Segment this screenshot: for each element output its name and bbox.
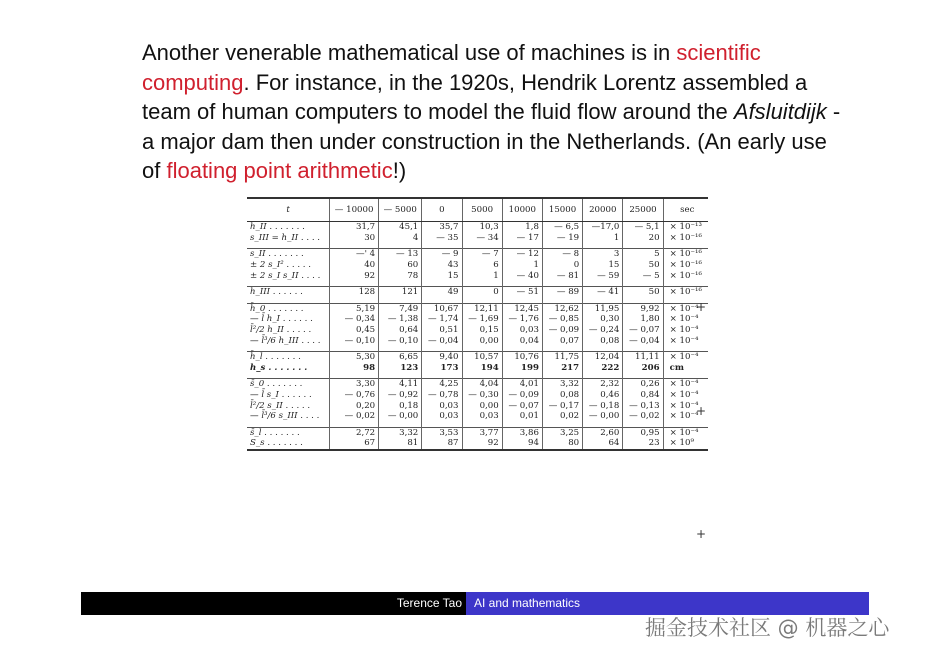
table-row bbox=[247, 260, 708, 271]
table-cell: 4,04 bbox=[462, 379, 502, 390]
table-cell: × 10⁻¹⁶ bbox=[663, 286, 708, 297]
table-cell: 0,02 bbox=[542, 411, 582, 422]
table-row bbox=[247, 270, 708, 281]
table-cell: 0,46 bbox=[583, 390, 623, 401]
row-label: h̄_l . . . . . . . bbox=[247, 351, 330, 362]
table-cell: — 1,38 bbox=[379, 314, 422, 325]
table-cell: 1,80 bbox=[623, 314, 663, 325]
table-cell: × 10⁹ bbox=[663, 438, 708, 450]
row-label: s̄_0 . . . . . . . bbox=[247, 379, 330, 390]
table-header-row bbox=[247, 198, 708, 222]
table-cell: 0,84 bbox=[623, 390, 663, 401]
header-cell: 5000 bbox=[462, 198, 502, 222]
table-cell: — 0,13 bbox=[623, 400, 663, 411]
table-row bbox=[247, 411, 708, 422]
table-cell: — 13 bbox=[379, 249, 422, 260]
table-cell: 0,51 bbox=[422, 325, 462, 336]
header-cell: sec bbox=[663, 198, 708, 222]
header-cell: 10000 bbox=[502, 198, 542, 222]
table-cell: 123 bbox=[379, 363, 422, 374]
highlighted-term: scientific computing bbox=[142, 40, 761, 95]
table-cell: — 1,76 bbox=[502, 314, 542, 325]
historical-table-scan bbox=[247, 197, 708, 573]
table-cell: 12,45 bbox=[502, 303, 542, 314]
table-cell: — 0,85 bbox=[542, 314, 582, 325]
table-cell: 49 bbox=[422, 286, 462, 297]
table-cell: 0,03 bbox=[462, 411, 502, 422]
table-row bbox=[247, 363, 708, 374]
row-label: l̄²/2 s_II . . . . . bbox=[247, 400, 330, 411]
table-cell: 4 bbox=[379, 233, 422, 244]
table-cell: — 0,00 bbox=[583, 411, 623, 422]
table-cell: 4,01 bbox=[502, 379, 542, 390]
table-cell: 0,45 bbox=[330, 325, 379, 336]
table-cell: 128 bbox=[330, 286, 379, 297]
table-cell: 9,40 bbox=[422, 351, 462, 362]
table-cell: 3 bbox=[583, 249, 623, 260]
footer-author: Terence Tao bbox=[396, 596, 462, 610]
table-cell: 1,8 bbox=[502, 222, 542, 233]
table-cell: 60 bbox=[379, 260, 422, 271]
table-cell: 6 bbox=[462, 260, 502, 271]
table-cell: — 7 bbox=[462, 249, 502, 260]
table-cell: — 5 bbox=[623, 270, 663, 281]
table-cell: 4,25 bbox=[422, 379, 462, 390]
table-row bbox=[247, 249, 708, 260]
table-cell: 0,18 bbox=[379, 400, 422, 411]
table-cell: — 17 bbox=[502, 233, 542, 244]
table-cell: — 0,30 bbox=[462, 390, 502, 401]
margin-plus-mark: + bbox=[696, 300, 707, 314]
table-cell: — 34 bbox=[462, 233, 502, 244]
header-cell: — 5000 bbox=[379, 198, 422, 222]
table-cell: 0,03 bbox=[502, 325, 542, 336]
table-cell: 5,19 bbox=[330, 303, 379, 314]
table-cell: 11,95 bbox=[583, 303, 623, 314]
table-cell: 0,03 bbox=[422, 400, 462, 411]
row-label: h̄_0 . . . . . . . bbox=[247, 303, 330, 314]
table-cell: — 8 bbox=[542, 249, 582, 260]
table-cell: — 0,07 bbox=[502, 400, 542, 411]
table-cell: 12,04 bbox=[583, 351, 623, 362]
footer-title: AI and mathematics bbox=[474, 596, 581, 610]
paragraph-text: . For instance, in the 1920s, Hendrik Lorentz assembled a team of human computers to model the fluid flow around the bbox=[142, 69, 808, 124]
table-cell: 10,67 bbox=[422, 303, 462, 314]
table-cell: 2,32 bbox=[583, 379, 623, 390]
table-cell: 0,30 bbox=[583, 314, 623, 325]
table-cell: — 35 bbox=[422, 233, 462, 244]
table-cell: 1 bbox=[462, 270, 502, 281]
table-cell: — 0,09 bbox=[542, 325, 582, 336]
table-row bbox=[247, 438, 708, 450]
table-cell: 64 bbox=[583, 438, 623, 450]
table-cell: 12,11 bbox=[462, 303, 502, 314]
table-row bbox=[247, 335, 708, 346]
table-cell: 92 bbox=[330, 270, 379, 281]
table-cell: — 0,02 bbox=[330, 411, 379, 422]
row-label: h_s . . . . . . . bbox=[247, 363, 330, 374]
table-cell: — 51 bbox=[502, 286, 542, 297]
table-cell: 222 bbox=[583, 363, 623, 374]
table-cell: 5 bbox=[623, 249, 663, 260]
table-cell: — 5,1 bbox=[623, 222, 663, 233]
paragraph-text: !) bbox=[392, 158, 407, 183]
table-cell: 0,04 bbox=[502, 335, 542, 346]
margin-plus-mark: + bbox=[696, 404, 707, 418]
table-cell: —17,0 bbox=[583, 222, 623, 233]
table-row bbox=[247, 233, 708, 244]
table-row bbox=[247, 325, 708, 336]
table-row bbox=[247, 314, 708, 325]
table-cell: — 0,07 bbox=[623, 325, 663, 336]
table-cell: × 10⁻⁴ bbox=[669, 314, 699, 325]
table-cell: 31,7 bbox=[330, 222, 379, 233]
table-cell: 4,11 bbox=[379, 379, 422, 390]
table-cell: 3,53 bbox=[422, 427, 462, 438]
row-label: h_II . . . . . . . bbox=[247, 222, 330, 233]
table-cell: × 10⁻¹³ bbox=[669, 222, 702, 233]
table-cell: × 10⁻¹⁶ bbox=[669, 232, 702, 243]
table-cell: 0,08 bbox=[542, 390, 582, 401]
table-cell: 0 bbox=[542, 260, 582, 271]
table-cell: — 40 bbox=[502, 270, 542, 281]
header-cell: 20000 bbox=[583, 198, 623, 222]
highlighted-term: floating point arithmetic bbox=[166, 158, 393, 183]
table-cell: — 0,76 bbox=[330, 390, 379, 401]
table-cell: 92 bbox=[462, 438, 502, 450]
header-cell: 15000 bbox=[542, 198, 582, 222]
table-cell: 9,92 bbox=[623, 303, 663, 314]
intro-paragraph bbox=[142, 38, 842, 186]
table-cell: 0,03 bbox=[422, 411, 462, 422]
header-cell: t bbox=[247, 198, 330, 222]
table-cell: 30 bbox=[330, 233, 379, 244]
header-cell: 25000 bbox=[623, 198, 663, 222]
row-label: l̄²/2 h_II . . . . . bbox=[247, 325, 330, 336]
table-cell: × 10⁻⁴ bbox=[669, 411, 699, 422]
table-cell: × 10⁻⁴ bbox=[663, 351, 708, 362]
table-cell: 1 bbox=[583, 233, 623, 244]
paragraph-text: Afsluitdijk bbox=[733, 99, 827, 124]
table-cell: — 0,09 bbox=[502, 390, 542, 401]
table-cell: × 10⁻⁴ bbox=[669, 325, 699, 336]
table-cell: × 10⁻¹⁶ bbox=[663, 249, 708, 260]
table-cell: 40 bbox=[330, 260, 379, 271]
table-cell: × 10⁻⁴ bbox=[669, 400, 699, 411]
row-label: — l̄ s_I . . . . . . bbox=[247, 390, 330, 401]
paragraph-text: - a major dam then under construction in the Netherlands. (An early use of bbox=[142, 99, 841, 183]
table-cell: 45,1 bbox=[379, 222, 422, 233]
table-cell: 2,72 bbox=[330, 427, 379, 438]
table-cell: —' 4 bbox=[330, 249, 379, 260]
row-label: s̄_l . . . . . . . bbox=[247, 427, 330, 438]
paragraph-text: Another venerable mathematical use of machines is in bbox=[142, 40, 677, 65]
table-row bbox=[247, 390, 708, 401]
table-row bbox=[247, 427, 708, 438]
table-cell: × 10⁻⁴ bbox=[663, 427, 708, 438]
table-cell: — 6,5 bbox=[542, 222, 582, 233]
table-cell: — 81 bbox=[542, 270, 582, 281]
table-cell: 0,20 bbox=[330, 400, 379, 411]
table-cell: — 0,10 bbox=[330, 335, 379, 346]
table-cell: — 59 bbox=[583, 270, 623, 281]
table-cell: 3,86 bbox=[502, 427, 542, 438]
table-cell: — 41 bbox=[583, 286, 623, 297]
table-cell: 67 bbox=[330, 438, 379, 450]
table-cell: 121 bbox=[379, 286, 422, 297]
table-cell: 3,25 bbox=[542, 427, 582, 438]
table-cell: — 0,18 bbox=[583, 400, 623, 411]
table-cell: — 0,04 bbox=[623, 335, 663, 346]
table-cell: — 0,17 bbox=[542, 400, 582, 411]
row-label: ± 2 s_I² . . . . . bbox=[247, 260, 330, 271]
table-cell: 50 bbox=[623, 286, 663, 297]
table-cell: 98 bbox=[330, 363, 379, 374]
table-cell: — 19 bbox=[542, 233, 582, 244]
table-cell: 206 bbox=[623, 363, 663, 374]
table-cell: — 0,02 bbox=[623, 411, 663, 422]
table-row bbox=[247, 286, 708, 297]
watermark: 掘金技术社区 @ 机器之心 bbox=[645, 616, 890, 640]
table-cell: 11,11 bbox=[623, 351, 663, 362]
table-cell: 35,7 bbox=[422, 222, 462, 233]
table-cell: 87 bbox=[422, 438, 462, 450]
table-cell: 50 bbox=[623, 260, 663, 271]
row-label: — l̄ h_I . . . . . . bbox=[247, 314, 330, 325]
table-cell: × 10⁻⁴ bbox=[663, 379, 708, 390]
table-cell: — 0,00 bbox=[379, 411, 422, 422]
table-cell: 0,64 bbox=[379, 325, 422, 336]
table-cell: 0,15 bbox=[462, 325, 502, 336]
table-cell: 0 bbox=[462, 286, 502, 297]
table-cell: 10,76 bbox=[502, 351, 542, 362]
table-cell: — 0,10 bbox=[379, 335, 422, 346]
row-label: s_II . . . . . . . bbox=[247, 249, 330, 260]
table-cell: × 10⁻¹⁶ bbox=[669, 270, 702, 281]
row-label: ± 2 s_I s_II . . . . bbox=[247, 270, 330, 281]
table-cell: 23 bbox=[623, 438, 663, 450]
table-cell: cm bbox=[669, 362, 684, 373]
table-cell: — 0,24 bbox=[583, 325, 623, 336]
table-cell: 3,32 bbox=[542, 379, 582, 390]
table-cell: 80 bbox=[542, 438, 582, 450]
table-cell: 199 bbox=[502, 363, 542, 374]
table-cell: — 0,92 bbox=[379, 390, 422, 401]
table-cell: — 1,74 bbox=[422, 314, 462, 325]
table-cell: 15 bbox=[583, 260, 623, 271]
table-cell: 0,01 bbox=[502, 411, 542, 422]
table-cell: 43 bbox=[422, 260, 462, 271]
table-cell: — 0,34 bbox=[330, 314, 379, 325]
row-label: — l̄³/6 s_III . . . . bbox=[247, 411, 330, 422]
table-cell: — 12 bbox=[502, 249, 542, 260]
table-row bbox=[247, 379, 708, 390]
table-cell: 0,00 bbox=[462, 335, 502, 346]
table-cell: 194 bbox=[462, 363, 502, 374]
table-cell: 3,77 bbox=[462, 427, 502, 438]
table-cell: 2,60 bbox=[583, 427, 623, 438]
table-cell: 0,26 bbox=[623, 379, 663, 390]
table-cell: 217 bbox=[542, 363, 582, 374]
table-cell: 5,30 bbox=[330, 351, 379, 362]
margin-plus-mark: + bbox=[696, 527, 707, 541]
table-cell: 3,30 bbox=[330, 379, 379, 390]
table-cell: 3,32 bbox=[379, 427, 422, 438]
table-cell: 81 bbox=[379, 438, 422, 450]
lorentz-computation-table bbox=[247, 197, 708, 451]
table-cell: 12,62 bbox=[542, 303, 582, 314]
table-cell: 15 bbox=[422, 270, 462, 281]
row-label: h_III . . . . . . bbox=[247, 286, 330, 297]
table-cell: 173 bbox=[422, 363, 462, 374]
table-cell: 0,95 bbox=[623, 427, 663, 438]
table-cell: — 0,78 bbox=[422, 390, 462, 401]
row-label: — l̄³/6 h_III . . . . bbox=[247, 335, 330, 346]
row-label: s_III = h_II . . . . bbox=[247, 233, 330, 244]
table-row bbox=[247, 222, 708, 233]
table-cell: 10,3 bbox=[462, 222, 502, 233]
table-cell: × 10⁻¹⁶ bbox=[669, 260, 702, 271]
table-cell: × 10⁻⁴ bbox=[669, 390, 699, 401]
table-cell: 0,08 bbox=[583, 335, 623, 346]
table-cell: 78 bbox=[379, 270, 422, 281]
table-cell: — 89 bbox=[542, 286, 582, 297]
table-row bbox=[247, 303, 708, 314]
table-cell: 7,49 bbox=[379, 303, 422, 314]
header-cell: 0 bbox=[422, 198, 462, 222]
table-cell: × 10⁻⁴ bbox=[669, 335, 699, 346]
header-cell: — 10000 bbox=[330, 198, 379, 222]
table-cell: 20 bbox=[623, 233, 663, 244]
table-cell: 0,00 bbox=[462, 400, 502, 411]
table-cell: 10,57 bbox=[462, 351, 502, 362]
table-cell: × 10⁻⁴ bbox=[663, 303, 708, 314]
table-row bbox=[247, 400, 708, 411]
table-cell: 0,07 bbox=[542, 335, 582, 346]
table-row bbox=[247, 351, 708, 362]
table-cell: — 0,04 bbox=[422, 335, 462, 346]
table-cell: 11,75 bbox=[542, 351, 582, 362]
table-cell: 1 bbox=[502, 260, 542, 271]
table-cell: 6,65 bbox=[379, 351, 422, 362]
row-label: S_s . . . . . . . bbox=[247, 438, 330, 450]
table-cell: 94 bbox=[502, 438, 542, 450]
table-cell: — 1,69 bbox=[462, 314, 502, 325]
table-cell: — 9 bbox=[422, 249, 462, 260]
